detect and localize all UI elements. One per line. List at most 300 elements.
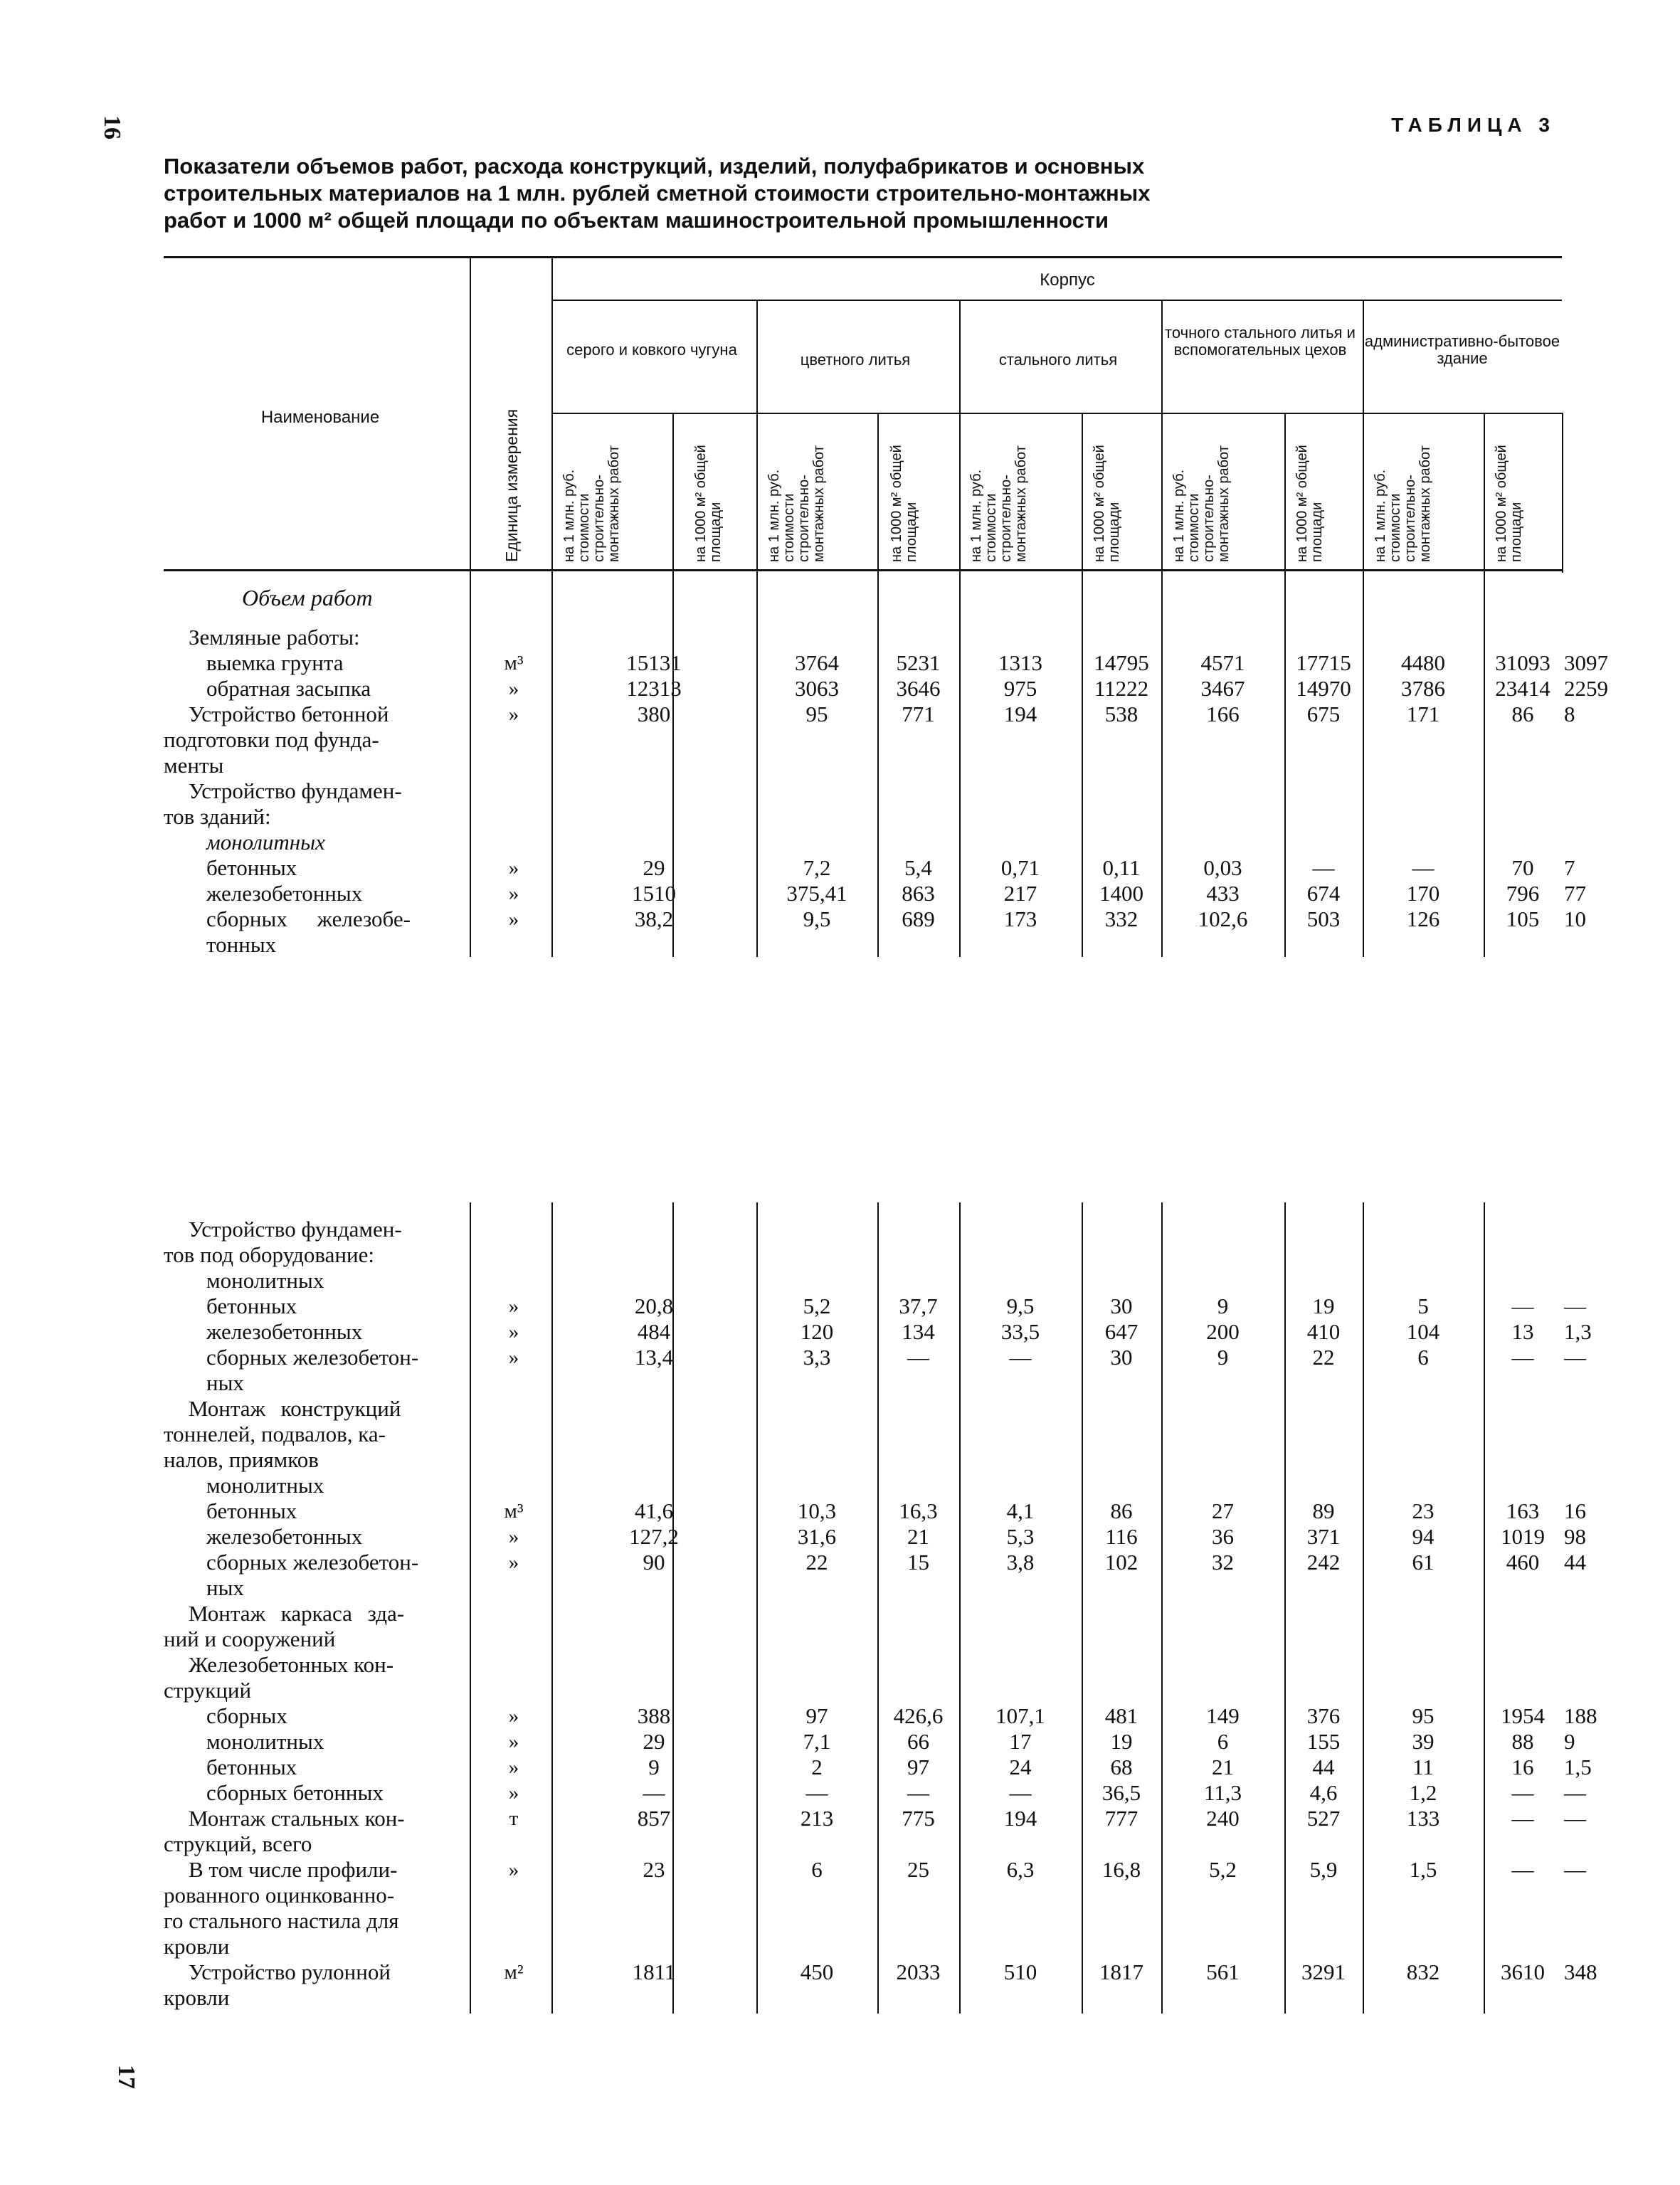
row-label: сборных [206, 1703, 287, 1728]
value-cell: 86 [1110, 1498, 1133, 1523]
column-rule [470, 256, 471, 957]
value-cell: 433 [1206, 881, 1240, 906]
value-cell: — [1511, 1780, 1534, 1805]
row-label: Устройство фундамен- [189, 1217, 402, 1242]
unit-cell: » [508, 908, 519, 931]
value-cell: 217 [1003, 881, 1037, 906]
title-line: Показатели объемов работ, расхода конструкций, изделий, полуфабрикатов и основных [164, 154, 1145, 179]
subheader-area: на 1000 м² общей площади [889, 445, 919, 562]
building-admin: административно-бытовое здание [1364, 332, 1560, 367]
value-cell: 105 [1506, 906, 1540, 931]
value-cell: 426,6 [893, 1703, 944, 1728]
table-title [164, 153, 1274, 234]
value-cell: — [805, 1780, 828, 1805]
value-cell: 19 [1312, 1293, 1335, 1318]
value-cell: — [1412, 855, 1435, 880]
value-cell: — [1564, 1780, 1586, 1805]
value-cell: 376 [1306, 1703, 1341, 1728]
value-cell: 166 [1206, 702, 1240, 726]
value-cell: 10 [1564, 906, 1586, 931]
value-cell: 5,2 [1209, 1857, 1237, 1882]
subheader-cost: на 1 млн. руб. стоимости строительно-монтажных работ [766, 445, 827, 562]
value-cell: 1817 [1099, 1959, 1143, 1984]
value-cell: 104 [1406, 1319, 1440, 1344]
value-cell: 3646 [896, 676, 941, 701]
value-cell: 19 [1110, 1729, 1133, 1754]
row-label: выемка грунта [206, 650, 344, 675]
value-cell: 3097 [1564, 650, 1608, 675]
value-cell: 675 [1306, 702, 1341, 726]
row-label: ний и сооружений [164, 1626, 336, 1651]
table-label: ТАБЛИЦА 3 [1391, 114, 1555, 136]
value-cell: 9,5 [1006, 1293, 1035, 1318]
value-cell: 863 [902, 881, 935, 906]
column-rule [1284, 1202, 1286, 2014]
unit-cell: » [508, 1295, 519, 1318]
column-rule [1484, 1202, 1485, 2014]
column-rule [551, 1202, 553, 2014]
value-cell: 155 [1306, 1729, 1341, 1754]
value-cell: — [1564, 1857, 1586, 1882]
unit-cell: » [508, 857, 519, 879]
value-cell: 24 [1009, 1755, 1032, 1779]
column-rule [877, 1202, 879, 2014]
row-label: тоннелей, подвалов, ка- [164, 1422, 386, 1446]
value-cell: 3764 [795, 650, 839, 675]
row-label: сборных бетонных [206, 1780, 384, 1805]
row-label: кровли [164, 1934, 230, 1959]
unit-cell: » [508, 703, 519, 726]
value-cell: — [1564, 1345, 1586, 1370]
row-label: сборных железобетон- [206, 1345, 419, 1370]
title-line: строительных материалов на 1 млн. рублей сметной стоимости строительно-монтажных [164, 181, 1151, 206]
value-cell: 15131 [626, 650, 682, 675]
column-rule [551, 256, 553, 957]
value-cell: 116 [1105, 1524, 1138, 1549]
unit-cell: м² [504, 1961, 524, 1984]
value-cell: — [1009, 1345, 1032, 1370]
value-cell: — [1511, 1857, 1534, 1882]
row-label: железобетонных [206, 1524, 363, 1549]
value-cell: 17715 [1296, 650, 1351, 675]
value-cell: 21 [1212, 1755, 1234, 1779]
building-gray-iron: серого и ковкого чугуна [566, 341, 737, 359]
value-cell: 194 [1003, 1806, 1037, 1831]
row-label: обратная засыпка [206, 676, 371, 701]
value-cell: 348 [1564, 1959, 1597, 1984]
value-cell: 1,5 [1409, 1857, 1437, 1882]
building-nonferrous: цветного литья [800, 351, 911, 369]
value-cell: 102,6 [1198, 906, 1248, 931]
value-cell: 2 [811, 1755, 823, 1779]
row-label: Устройство бетонной [189, 702, 389, 726]
value-cell: 22 [1312, 1345, 1335, 1370]
row-label: Устройство рулонной [189, 1959, 391, 1984]
value-cell: 3063 [795, 676, 839, 701]
value-cell: 1954 [1501, 1703, 1545, 1728]
column-rule [1082, 413, 1083, 957]
value-cell: — [907, 1780, 929, 1805]
value-cell: — [1312, 855, 1335, 880]
value-cell: 371 [1306, 1524, 1341, 1549]
unit-cell: » [508, 1756, 519, 1779]
value-cell: 127,2 [629, 1524, 679, 1549]
section-title: Объем работ [242, 585, 373, 610]
row-label: подготовки под фунда- [164, 727, 379, 752]
value-cell: 95 [805, 702, 828, 726]
column-rule [1562, 413, 1563, 573]
row-label: тов зданий: [164, 804, 271, 829]
value-cell: 68 [1110, 1755, 1133, 1779]
header-top-rule [164, 256, 1562, 258]
building-rule [551, 413, 1562, 414]
header-name: Наименование [260, 408, 380, 427]
value-cell: 9,5 [803, 906, 831, 931]
value-cell: 134 [902, 1319, 935, 1344]
value-cell: 1019 [1501, 1524, 1545, 1549]
value-cell: 510 [1003, 1959, 1037, 1984]
value-cell: 98 [1564, 1524, 1586, 1549]
page-number-bottom: 17 [113, 2065, 139, 2089]
value-cell: 16,3 [899, 1498, 938, 1523]
value-cell: 7,1 [803, 1729, 831, 1754]
value-cell: 30 [1110, 1345, 1133, 1370]
value-cell: 9 [648, 1755, 660, 1779]
value-cell: 29 [643, 855, 665, 880]
row-label: ных [206, 1575, 244, 1600]
value-cell: — [907, 1345, 929, 1370]
row-label: бетонных [206, 1498, 297, 1523]
value-cell: — [1511, 1293, 1534, 1318]
row-label: бетонных [206, 1755, 297, 1779]
value-cell: 86 [1511, 702, 1534, 726]
value-cell: 9 [1564, 1729, 1575, 1754]
subheader-area: на 1000 м² общей площади [1494, 445, 1524, 562]
row-label: сборных железобе- [206, 906, 411, 931]
column-rule [1484, 413, 1485, 957]
value-cell: 25 [907, 1857, 929, 1882]
row-label: Железобетонных кон- [189, 1652, 394, 1677]
value-cell: 796 [1506, 881, 1540, 906]
value-cell: 14795 [1094, 650, 1149, 675]
value-cell: 388 [637, 1703, 671, 1728]
value-cell: 61 [1412, 1550, 1435, 1575]
value-cell: 8 [1564, 702, 1575, 726]
value-cell: 3,8 [1006, 1550, 1035, 1575]
value-cell: 126 [1406, 906, 1440, 931]
value-cell: 173 [1003, 906, 1037, 931]
value-cell: 30 [1110, 1293, 1133, 1318]
row-label: монолитных [206, 1268, 324, 1293]
value-cell: 20,8 [634, 1293, 674, 1318]
value-cell: 5231 [896, 650, 941, 675]
value-cell: 16,8 [1101, 1857, 1141, 1882]
value-cell: 149 [1206, 1703, 1240, 1728]
column-rule [959, 300, 961, 957]
value-cell: 0,71 [1000, 855, 1040, 880]
value-cell: 188 [1564, 1703, 1597, 1728]
value-cell: 11 [1412, 1755, 1434, 1779]
header-bottom-rule [164, 569, 1562, 571]
value-cell: — [1511, 1806, 1534, 1831]
value-cell: 6 [811, 1857, 823, 1882]
value-cell: 44 [1312, 1755, 1335, 1779]
column-rule [1161, 300, 1163, 957]
value-cell: 242 [1306, 1550, 1341, 1575]
value-cell: 89 [1312, 1498, 1335, 1523]
value-cell: 171 [1406, 702, 1440, 726]
value-cell: 6 [1217, 1729, 1229, 1754]
value-cell: 538 [1104, 702, 1139, 726]
value-cell: 36,5 [1101, 1780, 1141, 1805]
column-rule [756, 300, 758, 957]
value-cell: — [643, 1780, 665, 1805]
korpus-rule [551, 300, 1562, 301]
value-cell: 5,9 [1309, 1857, 1338, 1882]
value-cell: 9 [1217, 1345, 1229, 1370]
row-label: налов, приямков [164, 1447, 319, 1472]
value-cell: 240 [1206, 1806, 1240, 1831]
value-cell: 32 [1212, 1550, 1234, 1575]
value-cell: 1,3 [1564, 1319, 1592, 1344]
value-cell: 0,11 [1102, 855, 1141, 880]
value-cell: 23 [643, 1857, 665, 1882]
value-cell: 194 [1003, 702, 1037, 726]
value-cell: 777 [1104, 1806, 1139, 1831]
column-rule [1161, 1202, 1163, 2014]
column-rule [877, 413, 879, 957]
value-cell: 450 [800, 1959, 834, 1984]
value-cell: 2259 [1564, 676, 1608, 701]
value-cell: 1,2 [1409, 1780, 1437, 1805]
value-cell: 213 [800, 1806, 834, 1831]
row-label: тов под оборудование: [164, 1242, 374, 1267]
page-number-top: 16 [99, 115, 125, 139]
column-rule [1082, 1202, 1083, 2014]
value-cell: 77 [1564, 881, 1586, 906]
building-steel: стального литья [998, 351, 1118, 369]
unit-cell: » [508, 1525, 519, 1548]
value-cell: 27 [1212, 1498, 1234, 1523]
value-cell: 41,6 [634, 1498, 674, 1523]
column-rule [1363, 300, 1364, 957]
value-cell: 97 [805, 1703, 828, 1728]
row-label: железобетонных [206, 881, 363, 906]
value-cell: 23414 [1495, 676, 1550, 701]
value-cell: 503 [1306, 906, 1341, 931]
value-cell: 36 [1212, 1524, 1234, 1549]
unit-cell: м³ [504, 652, 524, 674]
value-cell: 775 [902, 1806, 935, 1831]
value-cell: 410 [1306, 1319, 1341, 1344]
value-cell: 13 [1511, 1319, 1534, 1344]
value-cell: 22 [805, 1550, 828, 1575]
value-cell: 4571 [1200, 650, 1245, 675]
subheader-area: на 1000 м² общей площади [1294, 445, 1325, 562]
value-cell: 31,6 [797, 1524, 837, 1549]
value-cell: 375,41 [786, 881, 847, 906]
subheader-area: на 1000 м² общей площади [693, 445, 724, 562]
row-label: струкций [164, 1678, 252, 1703]
value-cell: — [1564, 1806, 1586, 1831]
value-cell: 832 [1406, 1959, 1440, 1984]
value-cell: — [1511, 1345, 1534, 1370]
row-label: Устройство фундамен- [189, 778, 402, 803]
value-cell: 102 [1104, 1550, 1139, 1575]
value-cell: 5,2 [803, 1293, 831, 1318]
value-cell: 5,3 [1006, 1524, 1035, 1549]
value-cell: 3610 [1501, 1959, 1545, 1984]
row-label: кровли [164, 1985, 230, 2010]
value-cell: — [1009, 1780, 1032, 1805]
column-rule [1284, 413, 1286, 957]
unit-cell: » [508, 677, 519, 700]
value-cell: 674 [1306, 881, 1341, 906]
unit-cell: » [508, 1321, 519, 1343]
value-cell: 0,03 [1203, 855, 1242, 880]
column-rule [1363, 1202, 1364, 2014]
unit-cell: м³ [504, 1500, 524, 1523]
header-unit: Единица измерения [502, 408, 521, 562]
row-label: рованного оцинкованно- [164, 1883, 395, 1908]
value-cell: 3291 [1301, 1959, 1346, 1984]
value-cell: 1400 [1099, 881, 1143, 906]
title-line: работ и 1000 м² общей площади по объектам машиностроительной промышленности [164, 208, 1109, 233]
value-cell: 38,2 [634, 906, 674, 931]
value-cell: 66 [907, 1729, 929, 1754]
value-cell: 1,5 [1564, 1755, 1592, 1779]
row-label: железобетонных [206, 1319, 363, 1344]
value-cell: 200 [1206, 1319, 1240, 1344]
row-label: го стального настила для [164, 1908, 399, 1933]
unit-cell: » [508, 1346, 519, 1369]
value-cell: 5,4 [904, 855, 932, 880]
value-cell: 3786 [1401, 676, 1445, 701]
unit-cell: » [508, 1705, 519, 1728]
value-cell: 107,1 [995, 1703, 1045, 1728]
value-cell: 16 [1564, 1498, 1586, 1523]
value-cell: 31093 [1495, 650, 1550, 675]
value-cell: 2033 [896, 1959, 941, 1984]
value-cell: 4,1 [1006, 1498, 1035, 1523]
value-cell: 21 [907, 1524, 929, 1549]
value-cell: 33,5 [1000, 1319, 1040, 1344]
value-cell: 97 [907, 1755, 929, 1779]
value-cell: 11222 [1094, 676, 1149, 701]
value-cell: 94 [1412, 1524, 1435, 1549]
value-cell: 561 [1206, 1959, 1240, 1984]
value-cell: 1811 [632, 1959, 676, 1984]
row-label: сборных железобетон- [206, 1550, 419, 1575]
value-cell: 29 [643, 1729, 665, 1754]
value-cell: 95 [1412, 1703, 1435, 1728]
value-cell: 5 [1417, 1293, 1429, 1318]
value-cell: 380 [637, 702, 671, 726]
value-cell: 16 [1511, 1755, 1534, 1779]
row-label: тонных [206, 932, 277, 957]
value-cell: — [1564, 1293, 1586, 1318]
subheader-cost: на 1 млн. руб. стоимости строительно-монтажных работ [1171, 445, 1232, 562]
value-cell: 17 [1009, 1729, 1032, 1754]
value-cell: 1510 [632, 881, 676, 906]
value-cell: 120 [800, 1319, 834, 1344]
value-cell: 133 [1406, 1806, 1440, 1831]
value-cell: 37,7 [899, 1293, 938, 1318]
value-cell: 12313 [626, 676, 682, 701]
value-cell: 13,4 [634, 1345, 674, 1370]
value-cell: 647 [1104, 1319, 1139, 1344]
subheader-cost: на 1 млн. руб. стоимости строительно-монтажных работ [1373, 445, 1433, 562]
value-cell: 10,3 [797, 1498, 837, 1523]
value-cell: 527 [1306, 1806, 1341, 1831]
value-cell: 163 [1506, 1498, 1540, 1523]
value-cell: 6 [1417, 1345, 1429, 1370]
value-cell: 70 [1511, 855, 1534, 880]
value-cell: 4480 [1401, 650, 1445, 675]
row-label: бетонных [206, 855, 297, 880]
column-rule [756, 1202, 758, 2014]
row-label: ных [206, 1370, 244, 1395]
value-cell: 689 [902, 906, 935, 931]
row-label: В том числе профили- [189, 1857, 398, 1882]
row-label: Монтаж стальных кон- [189, 1806, 405, 1831]
subheader-cost: на 1 млн. руб. стоимости строительно-монтажных работ [561, 445, 622, 562]
row-label: монолитных [206, 830, 325, 855]
building-precision: точного стального литья и вспомогательных цехов [1165, 324, 1356, 359]
value-cell: 6,3 [1006, 1857, 1035, 1882]
subheader-cost: на 1 млн. руб. стоимости строительно-монтажных работ [968, 445, 1029, 562]
value-cell: 39 [1412, 1729, 1435, 1754]
unit-cell: » [508, 1858, 519, 1881]
value-cell: 7,2 [803, 855, 831, 880]
value-cell: 14970 [1296, 676, 1351, 701]
unit-cell: т [509, 1807, 519, 1830]
unit-cell: » [508, 1730, 519, 1753]
value-cell: 15 [907, 1550, 929, 1575]
row-label: бетонных [206, 1293, 297, 1318]
unit-cell: » [508, 1551, 519, 1574]
row-label: монолитных [206, 1729, 324, 1754]
value-cell: 484 [637, 1319, 671, 1344]
value-cell: 7 [1564, 855, 1575, 880]
value-cell: 11,3 [1203, 1780, 1242, 1805]
value-cell: 3467 [1200, 676, 1245, 701]
unit-cell: » [508, 1782, 519, 1804]
value-cell: 23 [1412, 1498, 1435, 1523]
header-korpus: Корпус [1040, 270, 1095, 290]
row-label: Монтаж конструкций [189, 1396, 401, 1421]
row-label: Монтаж каркаса зда- [189, 1601, 405, 1626]
value-cell: 771 [902, 702, 935, 726]
value-cell: 170 [1406, 881, 1440, 906]
value-cell: 460 [1506, 1550, 1540, 1575]
row-label: Земляные работы: [189, 625, 360, 650]
unit-cell: » [508, 882, 519, 905]
value-cell: 332 [1104, 906, 1139, 931]
value-cell: 90 [643, 1550, 665, 1575]
row-label: струкций, всего [164, 1831, 312, 1856]
value-cell: 481 [1104, 1703, 1139, 1728]
value-cell: 3,3 [803, 1345, 831, 1370]
subheader-area: на 1000 м² общей площади [1092, 445, 1122, 562]
column-rule [959, 1202, 961, 2014]
column-rule [470, 1202, 471, 2014]
value-cell: 88 [1511, 1729, 1534, 1754]
row-label: монолитных [206, 1473, 324, 1498]
row-label: менты [164, 753, 224, 778]
value-cell: 44 [1564, 1550, 1586, 1575]
value-cell: 1313 [998, 650, 1042, 675]
